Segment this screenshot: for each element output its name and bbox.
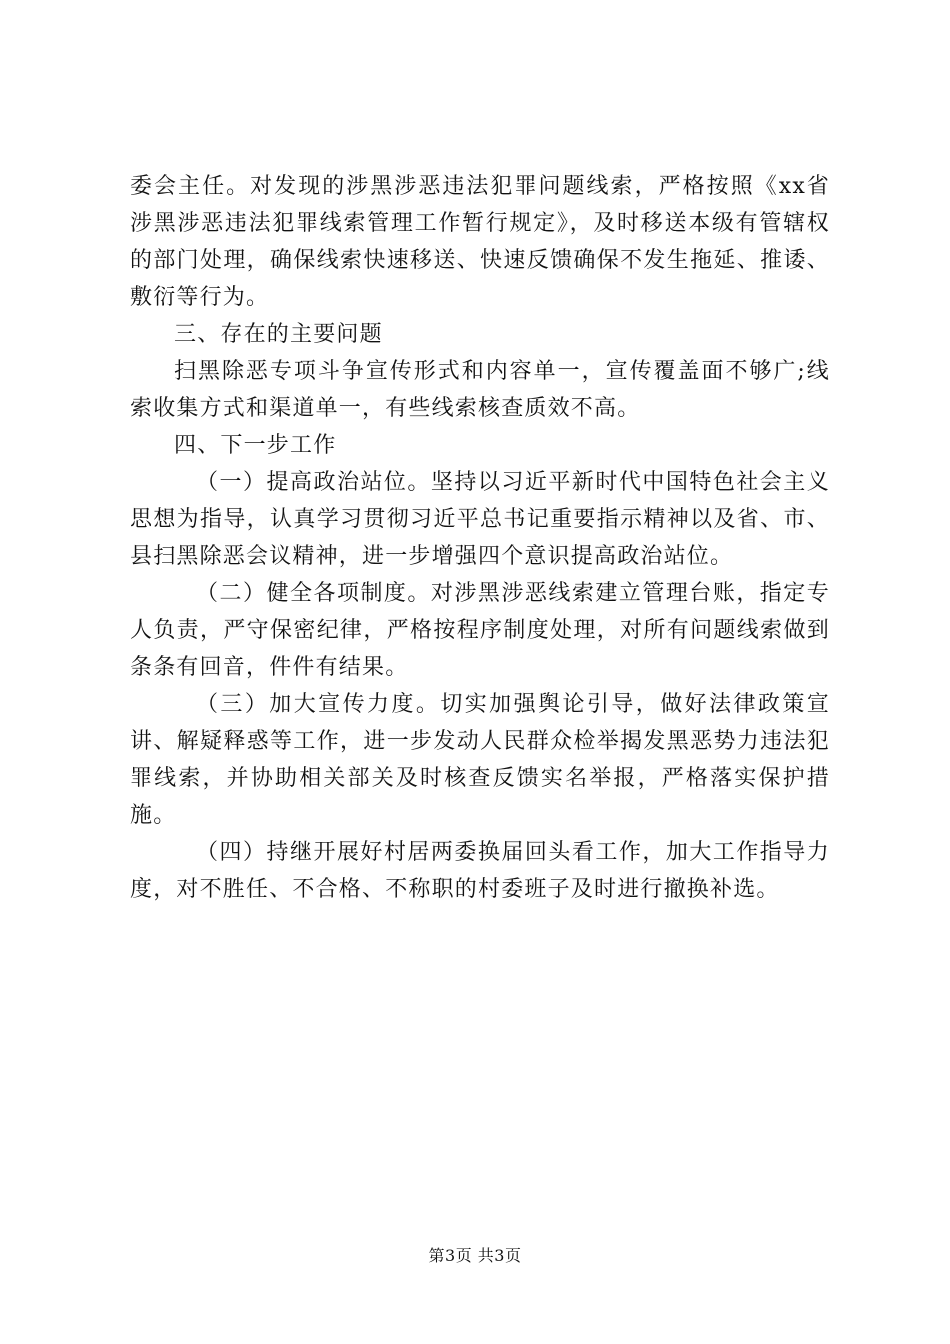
document-body xyxy=(130,168,830,908)
section-heading-next-steps: 四、下一步工作 xyxy=(174,433,337,458)
paragraph-item-1: （一）提高政治站位。坚持以习近平新时代中国特色社会主义思想为指导，认真学习贯彻习近平总书记重要指示精神以及省、市、县扫黑除恶会议精神，进一步增强四个意识提高政治站位。 xyxy=(130,470,830,569)
paragraph-item-2: （二）健全各项制度。对涉黑涉恶线索建立管理台账，指定专人负责，严守保密纪律，严格按程序制度处理，对所有问题线索做到条条有回音，件件有结果。 xyxy=(130,581,830,680)
section-heading-problems: 三、存在的主要问题 xyxy=(174,322,383,347)
paragraph-item-4: （四）持继开展好村居两委换届回头看工作，加大工作指导力度，对不胜任、不合格、不称职的村委班子及时进行撤换补选。 xyxy=(130,840,830,902)
paragraph-item-3: （三）加大宣传力度。切实加强舆论引导，做好法律政策宣讲、解疑释惑等工作，进一步发动人民群众检举揭发黑恶势力违法犯罪线索，并协助相关部关及时核查反馈实名举报，严格落实保护措施。 xyxy=(130,692,830,828)
paragraph-continuation: 委会主任。对发现的涉黑涉恶违法犯罪问题线索，严格按照《xx省涉黑涉恶违法犯罪线索管理工作暂行规定》，及时移送本级有管辖权的部门处理，确保线索快速移送、快速反馈确保不发生拖延、推诿、敷衍等行为。 xyxy=(130,174,830,310)
page-number-footer: 第3页 共3页 xyxy=(428,1246,522,1265)
paragraph-problems: 扫黑除恶专项斗争宣传形式和内容单一，宣传覆盖面不够广;线索收集方式和渠道单一，有些线索核查质效不高。 xyxy=(130,359,830,421)
